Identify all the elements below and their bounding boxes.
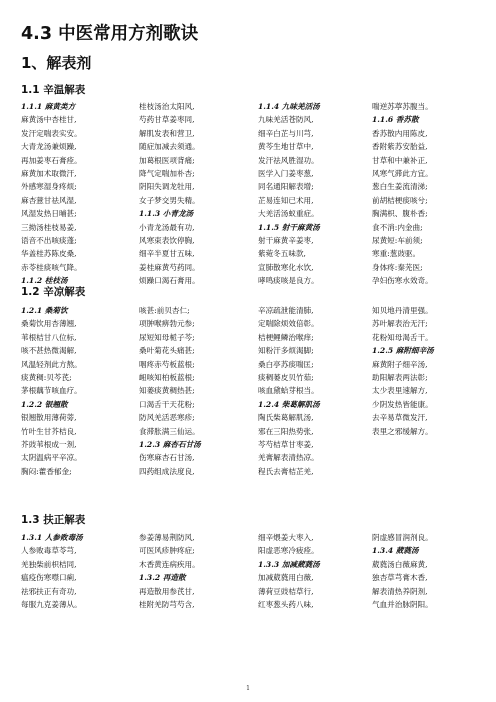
verse-line: 身体疼:秦芜医; [372, 262, 423, 272]
verse-line: 知粉汗多烦渴脚; [258, 346, 314, 356]
verse-line: 女子梦交男失精。 [139, 195, 200, 205]
verse-line: 麻黄汤中杏桂甘, [21, 115, 77, 125]
formula-heading: 1.1.2 桂枝汤 [21, 276, 68, 286]
verse-line: 胸满枳、腹朴香; [372, 209, 428, 219]
verse-column [139, 304, 201, 478]
verse-line: 独杏草芎膏木香, [372, 573, 428, 583]
verse-line: 紫菀冬五味款, [258, 249, 306, 259]
verse-line: 香苏散内用陈皮, [372, 128, 428, 138]
verse-line: 表里之邪缓解方。 [372, 426, 433, 436]
verse-line: 桂附羌防芎芍含, [139, 599, 195, 609]
section-heading: 1.2 辛凉解表 [21, 286, 86, 298]
formula-heading: 1.3.1 人参败毒汤 [21, 533, 83, 542]
verse-line: 解表清热养阴剂, [372, 586, 428, 596]
verse-line: 前胡桔梗痰咳兮; [372, 195, 428, 205]
verse-line: 风湿发热日晡甚; [21, 209, 77, 219]
verse-line: 阴虚感冒润剂良。 [372, 533, 433, 542]
verse-line: 去辛易草微发汗, [372, 413, 428, 423]
verse-line: 芍药甘草姜枣同, [139, 115, 195, 125]
verse-line: 薄荷豆豉桔草行, [258, 586, 314, 596]
verse-line: 射干麻黄辛姜枣, [258, 235, 314, 245]
verse-line: 姜桂麻黄芍药同。 [139, 262, 200, 272]
verse-line: 衄咳知柏板蓝根; [139, 372, 195, 382]
verse-line: 痰黄稠:贝芩芪; [21, 372, 72, 382]
verse-line: 红枣葱头药八味, [258, 599, 314, 609]
verse-column [258, 304, 320, 478]
verse-line: 羌独柴前枳桔同, [21, 559, 77, 569]
verse-line: 麻黄加术取微汗, [21, 168, 77, 178]
verse-line: 发汗祛风胜湿功。 [258, 155, 319, 165]
verse-line: 宣肺散寒化水饮, [258, 262, 314, 272]
verse-line: 葱白生姜流清涕; [372, 182, 428, 192]
verse-line: 咳甚:前贝杏仁; [139, 306, 190, 315]
verse-column [258, 100, 320, 287]
verse-line: 助阳解表两法彰; [372, 372, 428, 382]
verse-line: 香附紫苏安胎益, [372, 142, 428, 152]
verse-column [21, 304, 82, 478]
verse-line: 四药组成法度良, [139, 466, 195, 476]
verse-line: 葳蕤汤白薇麻黄, [372, 559, 428, 569]
verse-column [372, 304, 434, 438]
verse-column [139, 100, 200, 287]
formula-heading: 1.2.2 银翘散 [21, 399, 68, 409]
verse-line: 麻黄附子细辛汤, [372, 359, 428, 369]
verse-line: 食不消:内金曲; [372, 222, 423, 232]
formula-heading: 1.3.3 加减葳蕤汤 [258, 559, 320, 569]
verse-line: 医学入门姜枣葱, [258, 168, 314, 178]
verse-line: 邪在三阳热势张, [258, 426, 314, 436]
verse-line: 痰稠蒌皮贝竹茹; [258, 372, 314, 382]
verse-line: 知蒌痰黄稠热甚; [139, 386, 195, 396]
verse-line: 瘟疫伤寒噤口痢, [21, 573, 77, 583]
verse-line: 桑白亭苏痰喘匡; [258, 359, 314, 369]
verse-line: 食滞胀满三仙运。 [139, 426, 200, 436]
formula-heading: 1.3.4 葳蕤汤 [372, 546, 419, 556]
verse-line: 竹叶生甘芥桔良, [21, 426, 77, 436]
verse-line: 大青龙汤兼烦躁, [21, 142, 77, 152]
verse-line: 阴阳失调龙牡用, [139, 182, 195, 192]
verse-line: 三拗汤桂枝易姜, [21, 222, 77, 232]
verse-line: 外感寒湿身疼烦; [21, 182, 77, 192]
verse-line: 大羌活汤蚁重症。 [258, 209, 319, 219]
verse-line: 喘逆苏葶苏腹当。 [372, 102, 433, 111]
verse-line: 哮鸣痰咳是良方。 [258, 276, 319, 286]
page-number: 1 [246, 685, 250, 692]
verse-line: 细辛白芷与川芎, [258, 128, 314, 138]
verse-line: 茅根藕节咳血疗。 [21, 386, 82, 396]
verse-line: 伤寒麻杏石甘汤, [139, 453, 195, 463]
section-heading: 1.3 扶正解表 [21, 514, 86, 526]
formula-heading: 1.1.6 香苏散 [372, 115, 419, 125]
verse-line: 寒重:葱豉驱。 [372, 249, 421, 259]
verse-line: 项肿喉痹勃元参; [139, 319, 195, 329]
verse-line: 随症加减去须通。 [139, 142, 200, 152]
verse-line: 咽疼赤芍板蓝根; [139, 359, 195, 369]
verse-column [258, 531, 320, 611]
verse-line: 风温轻剂此方熬。 [21, 359, 82, 369]
verse-line: 祛邪扶正有奇功, [21, 586, 77, 596]
verse-line: 风寒气滞此方宜。 [372, 168, 433, 178]
verse-line: 解肌发表和营卫, [139, 128, 195, 138]
verse-line: 咳不甚热微渴解, [21, 346, 77, 356]
formula-heading: 1.1.1 麻黄类方 [21, 102, 76, 111]
chapter-heading: 1、解表剂 [21, 54, 92, 72]
verse-column [372, 100, 433, 287]
verse-line: 程氏去膏桔芷羌, [258, 466, 314, 476]
verse-line: 烦躁口渴石膏用。 [139, 276, 200, 286]
verse-line: 银翘散用薄荷蒡, [21, 413, 77, 423]
verse-line: 再加姜枣石膏痊。 [21, 155, 82, 165]
verse-line: 黄芩生地甘草中, [258, 142, 314, 152]
verse-line: 尿黄短:车前须; [372, 235, 423, 245]
verse-line: 定喘除烦效倍彰。 [258, 319, 319, 329]
verse-line: 桑菊饮用杏薄翘, [21, 319, 77, 329]
verse-line: 赤苓桂痰咳气降。 [21, 262, 82, 272]
verse-line: 桑叶菊花头痛甚; [139, 346, 195, 356]
verse-line: 每服九克姜薄从。 [21, 599, 82, 609]
verse-line: 太少表里速解方, [372, 386, 428, 396]
verse-column [372, 531, 433, 611]
verse-line: 花粉知母渴舌干。 [372, 332, 433, 342]
verse-column [21, 531, 83, 611]
verse-line: 麻杏薏甘祛风湿, [21, 195, 77, 205]
verse-line: 苇根桔甘八位标, [21, 332, 77, 342]
verse-line: 尿短知母栀子芩; [139, 332, 195, 342]
verse-line: 可医风疹肿疼症; [139, 546, 195, 556]
verse-line: 胸闷:藿香郁金; [21, 466, 72, 476]
verse-line: 细辛煨姜大枣入, [258, 533, 314, 542]
formula-heading: 1.2.3 麻杏石甘汤 [139, 439, 201, 449]
formula-heading: 1.1.5 射干麻黄汤 [258, 222, 320, 232]
verse-line: 陶氏柴葛解肌汤, [258, 413, 314, 423]
verse-line: 知贝地丹清里强。 [372, 306, 433, 315]
verse-line: 细辛半夏甘五味, [139, 249, 195, 259]
verse-column [21, 100, 82, 287]
verse-line: 甘草和中兼补正, [372, 155, 428, 165]
verse-line: 芩芍桔草甘枣姜, [258, 439, 314, 449]
verse-line: 加葛根医项背痛; [139, 155, 195, 165]
verse-line: 再造散用参芪甘, [139, 586, 195, 596]
verse-line: 阳虚恶寒冷疲痊。 [258, 546, 319, 556]
verse-line: 少阴发热皆能康。 [372, 399, 433, 409]
verse-line: 太阴温病平辛凉。 [21, 453, 82, 463]
verse-line: 人参败毒草苓芎, [21, 546, 77, 556]
verse-line: 发汗定喘表实安。 [21, 128, 82, 138]
formula-heading: 1.2.4 柴葛解肌汤 [258, 399, 320, 409]
verse-line: 风寒束表饮停胸, [139, 235, 195, 245]
verse-line: 孕妇伤寒水效奇。 [372, 276, 433, 286]
section-heading: 1.1 辛温解表 [21, 84, 86, 96]
verse-line: 桔梗鲤鳞治喉痒; [258, 332, 314, 342]
formula-heading: 1.2.5 麻附细辛汤 [372, 346, 434, 356]
verse-line: 苏叶解表治无汗; [372, 319, 428, 329]
verse-line: 九味羌活苍防风, [258, 115, 314, 125]
verse-line: 辛凉疏泄能清肺, [258, 306, 314, 315]
verse-line: 咳血黛蛤芽根当。 [258, 386, 319, 396]
document-title: 4.3 中医常用方剂歌诀 [21, 24, 199, 44]
verse-line: 羌膏解表清热凉。 [258, 453, 319, 463]
verse-line: 同名通阳解表增; [258, 182, 314, 192]
verse-line: 气血并治脉阴阳。 [372, 599, 433, 609]
verse-line: 芷易连知已术用, [258, 195, 314, 205]
verse-line: 语音不出咳痰蓬; [21, 235, 77, 245]
formula-heading: 1.3.2 再造散 [139, 573, 186, 583]
verse-line: 木香黄连病疾用。 [139, 559, 200, 569]
verse-line: 口渴舌干天花粉; [139, 399, 195, 409]
formula-heading: 1.1.4 九味羌活汤 [258, 102, 320, 111]
verse-column [139, 531, 200, 611]
verse-line: 桂枝汤治太阳风, [139, 102, 195, 111]
formula-heading: 1.1.3 小青龙汤 [139, 209, 194, 219]
verse-line: 芥豉苇根成一剂, [21, 439, 77, 449]
verse-line: 降气定喘加朴杏; [139, 168, 195, 178]
verse-line: 参姜薄易荆防风, [139, 533, 195, 542]
formula-heading: 1.2.1 桑菊饮 [21, 306, 68, 315]
verse-line: 加减葳蕤用白薇, [258, 573, 314, 583]
verse-line: 小青龙汤最有功, [139, 222, 195, 232]
verse-line: 防风羌活恶寒疹; [139, 413, 195, 423]
verse-line: 华盖桂苏陈皮桑, [21, 249, 77, 259]
